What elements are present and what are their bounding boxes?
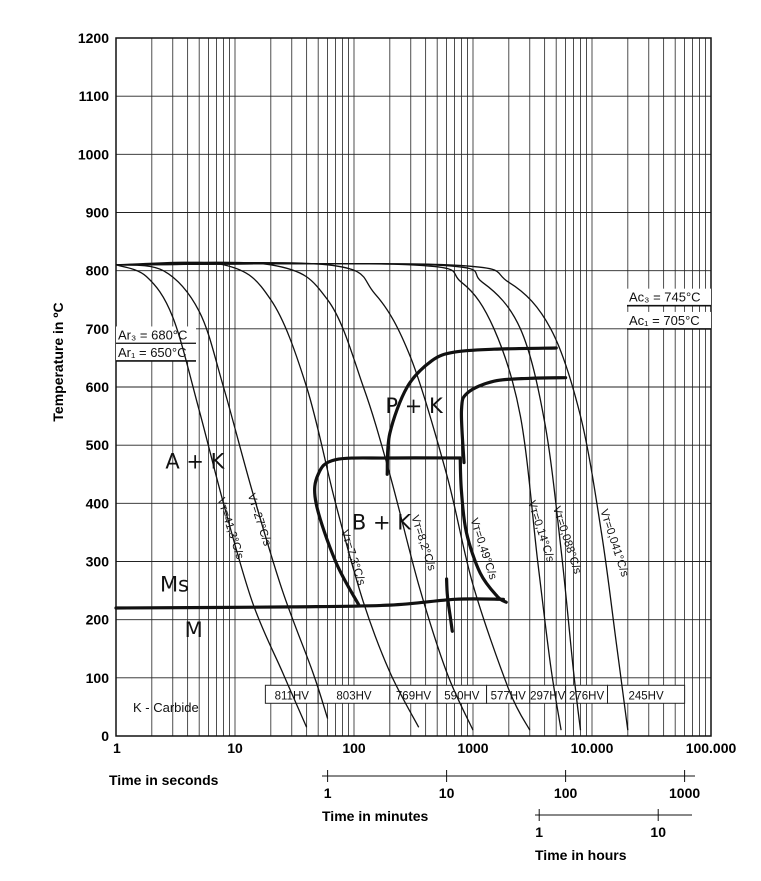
hardness-label: 245HV — [628, 690, 664, 703]
critical-temp-label: Ar₃ = 680°C — [118, 327, 188, 343]
y-tick-label: 1200 — [77, 30, 109, 46]
y-tick-label: 800 — [85, 262, 109, 279]
x-tick-label: 100 — [342, 740, 366, 756]
x-tick-label: 1000 — [457, 740, 489, 756]
y-tick-label: 200 — [85, 611, 109, 628]
x-axis-minutes-title: Time in minutes — [322, 808, 429, 824]
cooling-rate-label: Vт=0,041°C/s — [597, 507, 631, 579]
x-axis-seconds-title: Time in seconds — [109, 772, 219, 788]
x-tick-labels — [113, 740, 737, 756]
y-tick-label: 300 — [85, 553, 109, 570]
y-tick-label: 900 — [85, 204, 109, 221]
critical-temp-label: Ac₃ = 745°C — [629, 289, 701, 305]
cooling-rate-label: Vт=0,088°C/s — [550, 504, 584, 576]
hours-axis — [535, 809, 692, 840]
critical-temp-label: Ac₁ = 705°C — [629, 312, 700, 328]
martensite-start-line — [116, 599, 503, 608]
cooling-rate-label: Vт=27°C/s — [244, 492, 273, 548]
hardness-label: 811HV — [274, 690, 309, 703]
pearlite-finish-line — [461, 378, 565, 463]
y-tick-labels — [78, 30, 109, 744]
minutes-axis — [322, 770, 700, 801]
hardness-label: 769HV — [395, 690, 432, 703]
x-tick-label: 1 — [113, 740, 121, 756]
critical-temp-label: Ar₁ = 650°C — [118, 344, 187, 360]
y-tick-label: 100 — [85, 669, 109, 686]
hardness-label: 276HV — [568, 690, 605, 703]
martensite-tail-line — [447, 579, 453, 631]
phase-region-label: Ms — [159, 572, 190, 597]
axis-tick-label: 10 — [650, 824, 666, 840]
x-tick-label: 10.000 — [570, 740, 614, 756]
cooling-rate-label: Vт=7,3°C/s — [337, 528, 368, 587]
phase-region-label: P + K — [385, 394, 443, 419]
axis-tick-label: 10 — [438, 785, 455, 801]
hardness-label: 803HV — [336, 690, 372, 703]
cooling-rate-label: Vт=8,2°C/s — [408, 513, 438, 573]
axis-tick-label: 1000 — [669, 785, 701, 801]
carbide-note: K - Carbide — [133, 700, 199, 715]
x-tick-label: 10 — [227, 740, 243, 756]
phase-region-label: B + K — [351, 510, 411, 535]
y-tick-label: 1000 — [77, 146, 109, 163]
cooling-rate-label: Vт=0,49°C/s — [467, 516, 499, 582]
y-tick-label: 700 — [85, 320, 109, 337]
hardness-label: 297HV — [530, 690, 566, 703]
hardness-label: 590HV — [444, 690, 480, 703]
axis-tick-label: 1 — [323, 785, 332, 801]
y-tick-label: 0 — [101, 728, 109, 744]
temperature-grid-lines — [116, 96, 711, 678]
y-tick-label: 500 — [85, 437, 109, 454]
x-axis-hours-title: Time in hours — [535, 847, 627, 863]
cooling-rate-label: Vт=41,3°C/s — [214, 496, 246, 561]
y-axis-title: Temperature in ºC — [50, 302, 66, 422]
phase-region-label: A + K — [165, 449, 225, 474]
phase-region-label: M — [184, 618, 203, 643]
y-tick-label: 600 — [85, 379, 109, 395]
y-tick-label: 400 — [85, 495, 109, 512]
cooling-rate-label: Vт=0,14°C/s — [524, 499, 557, 564]
hardness-label: 577HV — [490, 690, 526, 703]
x-tick-label: 100.000 — [685, 740, 737, 756]
axis-tick-label: 1 — [535, 824, 544, 840]
y-tick-label: 1100 — [78, 88, 109, 105]
axis-tick-label: 100 — [553, 785, 578, 801]
